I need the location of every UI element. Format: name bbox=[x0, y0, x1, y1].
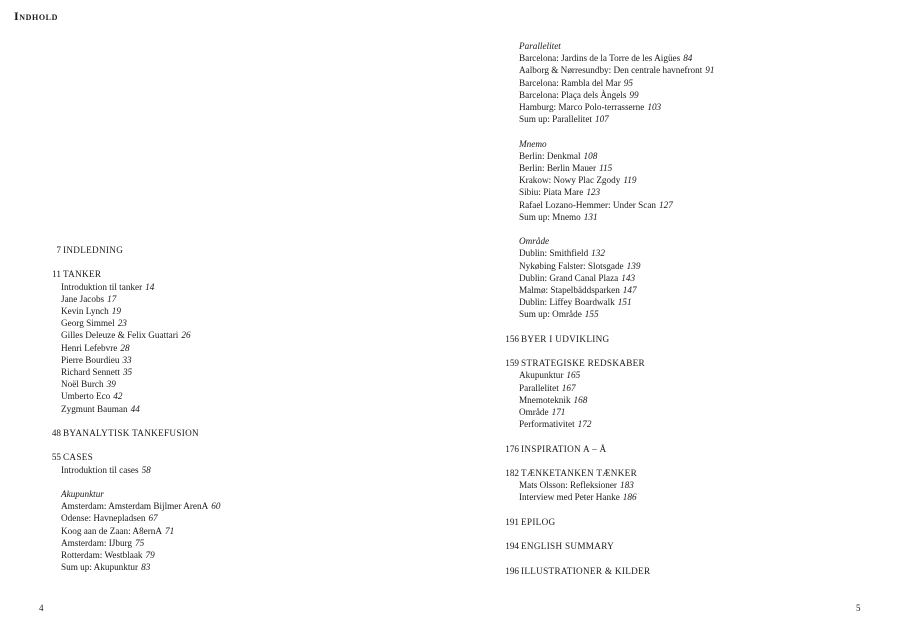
toc-item-page: 139 bbox=[626, 260, 641, 271]
section-title: ENGLISH SUMMARY bbox=[521, 541, 615, 552]
toc-item-page: 147 bbox=[622, 285, 637, 296]
toc-item-page: 58 bbox=[141, 464, 151, 475]
toc-item-page: 143 bbox=[621, 272, 636, 283]
toc-item-page: 14 bbox=[145, 281, 155, 292]
toc-item-title: Henri Lefebvre bbox=[61, 342, 118, 353]
toc-column-right bbox=[488, 40, 888, 589]
toc-item-page: 19 bbox=[111, 306, 121, 316]
toc-item-title: Amsterdam: IJburg bbox=[61, 537, 133, 548]
toc-item-page: 71 bbox=[165, 525, 175, 536]
toc-section-entry bbox=[488, 333, 888, 345]
toc-item-title: Richard Sennett bbox=[61, 367, 120, 378]
toc-item-title: Interview med Peter Hanke bbox=[519, 492, 620, 503]
toc-item-title: Umberto Eco bbox=[61, 391, 111, 402]
group-heading: Akupunktur bbox=[61, 489, 104, 499]
toc-item-title: Performativitet bbox=[519, 419, 575, 430]
toc-item-title: Odense: Havnepladsen bbox=[61, 513, 146, 524]
toc-section bbox=[488, 357, 888, 430]
section-title: TÆNKETANKEN TÆNKER bbox=[521, 468, 638, 479]
toc-subentries bbox=[488, 479, 888, 503]
section-title: TANKER bbox=[63, 269, 102, 280]
toc-item-title: Introduktion til cases bbox=[61, 464, 139, 475]
toc-item bbox=[519, 89, 888, 101]
toc-item-title: Koog aan de Zaan: A8ernA bbox=[61, 525, 163, 536]
toc-group bbox=[519, 138, 888, 223]
toc-item bbox=[519, 113, 888, 125]
toc-item-title: Noël Burch bbox=[61, 379, 104, 390]
toc-item-title: Berlin: Berlin Mauer bbox=[519, 163, 597, 174]
toc-item-title: Sibiu: Piata Mare bbox=[519, 187, 584, 198]
section-page-number: 48 bbox=[51, 428, 61, 439]
toc-item bbox=[519, 308, 888, 320]
toc-item bbox=[61, 293, 430, 305]
toc-item bbox=[61, 329, 430, 341]
toc-item-title: Nykøbing Falster: Slotsgade bbox=[519, 260, 624, 271]
toc-item-title: Georg Simmel bbox=[61, 318, 115, 329]
toc-item-title: Mnemoteknik bbox=[519, 394, 571, 405]
toc-item bbox=[61, 305, 430, 317]
toc-item-page: 17 bbox=[107, 293, 117, 304]
toc-item-page: 84 bbox=[683, 53, 693, 64]
toc-item-page: 99 bbox=[629, 89, 639, 100]
toc-item-title: Gilles Deleuze & Felix Guattari bbox=[61, 330, 179, 341]
toc-item bbox=[61, 525, 430, 537]
toc-item-title: Barcelona: Rambla del Mar bbox=[519, 77, 621, 88]
toc-item bbox=[519, 284, 888, 296]
toc-group bbox=[519, 479, 888, 503]
toc-item-title: Amsterdam: Amsterdam Bijlmer ArenA bbox=[61, 501, 209, 512]
toc-item-page: 132 bbox=[591, 248, 605, 259]
toc-item-title: Barcelona: Plaça dels Àngels bbox=[519, 89, 627, 100]
toc-item bbox=[519, 211, 888, 223]
toc-item-page: 79 bbox=[145, 550, 155, 561]
page-title: Indhold bbox=[14, 9, 58, 23]
toc-section bbox=[488, 443, 888, 455]
toc-item-page: 42 bbox=[113, 391, 123, 402]
toc-item bbox=[61, 317, 430, 329]
toc-item-title: Sum up: Mnemo bbox=[519, 211, 581, 222]
toc-item-title: Dublin: Liffey Boardwalk bbox=[519, 297, 615, 308]
section-page-number: 55 bbox=[51, 452, 61, 463]
toc-item-title: Dublin: Grand Canal Plaza bbox=[519, 272, 619, 283]
toc-item bbox=[519, 382, 888, 394]
toc-item bbox=[61, 464, 430, 476]
toc-item-title: Rafael Lozano-Hemmer: Under Scan bbox=[519, 199, 656, 210]
toc-item bbox=[519, 174, 888, 186]
toc-item-page: 119 bbox=[623, 175, 637, 186]
toc-group bbox=[61, 464, 430, 476]
toc-item bbox=[61, 281, 430, 293]
toc-item-page: 115 bbox=[599, 163, 613, 174]
toc-item-page: 23 bbox=[117, 318, 127, 329]
toc-section bbox=[488, 467, 888, 504]
toc-item-page: 95 bbox=[623, 77, 633, 88]
toc-item bbox=[519, 150, 888, 162]
toc-item-page: 165 bbox=[566, 370, 581, 381]
toc-item bbox=[61, 403, 430, 415]
toc-section-entry bbox=[488, 467, 888, 479]
toc-section-entry bbox=[488, 565, 888, 577]
toc-item-page: 26 bbox=[181, 330, 191, 341]
group-heading: Område bbox=[519, 236, 550, 247]
toc-item-title: Parallelitet bbox=[519, 382, 559, 393]
toc-group bbox=[519, 40, 888, 125]
toc-group bbox=[61, 488, 430, 573]
toc-item bbox=[61, 390, 430, 402]
section-title: INDLEDNING bbox=[63, 245, 124, 255]
toc-item-title: Jane Jacobs bbox=[61, 293, 105, 304]
toc-item bbox=[519, 479, 888, 491]
toc-item-page: 60 bbox=[211, 501, 221, 512]
toc-item-title: Kevin Lynch bbox=[61, 306, 109, 316]
toc-subentries bbox=[30, 281, 430, 415]
toc-item-page: 91 bbox=[705, 65, 715, 76]
section-title: BYANALYTISK TANKEFUSION bbox=[63, 428, 199, 439]
toc-item bbox=[519, 296, 888, 308]
toc-section bbox=[488, 40, 888, 321]
section-title: CASES bbox=[63, 452, 94, 463]
toc-section-entry bbox=[488, 357, 888, 369]
toc-section-entry bbox=[30, 268, 430, 280]
toc-item-page: 75 bbox=[135, 537, 145, 548]
section-page-number: 182 bbox=[505, 468, 519, 479]
toc-item-page: 67 bbox=[148, 513, 158, 524]
group-heading: Mnemo bbox=[519, 138, 547, 149]
toc-item-title: Barcelona: Jardins de la Torre de les Aigües bbox=[519, 53, 681, 64]
toc-item-title: Aalborg & Nørresundby: Den centrale havnefront bbox=[519, 65, 703, 76]
section-page-number: 159 bbox=[505, 358, 519, 369]
toc-section bbox=[30, 268, 430, 414]
toc-item bbox=[519, 162, 888, 174]
toc-item-title: Introduktion til tanker bbox=[61, 281, 143, 292]
toc-item-page: 183 bbox=[620, 480, 634, 491]
toc-item-page: 39 bbox=[106, 379, 116, 390]
toc-section-entry bbox=[488, 516, 888, 528]
toc-section bbox=[488, 516, 888, 528]
toc-item bbox=[519, 406, 888, 418]
section-title: ILLUSTRATIONER & KILDER bbox=[521, 565, 651, 576]
toc-item-title: Rotterdam: Westblaak bbox=[61, 550, 143, 561]
toc-item-title: Dublin: Smithfield bbox=[519, 248, 589, 259]
toc-item-title: Malmø: Stapelbäddsparken bbox=[519, 285, 620, 296]
toc-item bbox=[519, 101, 888, 113]
toc-section-entry bbox=[488, 443, 888, 455]
toc-item bbox=[61, 342, 430, 354]
toc-item bbox=[519, 64, 888, 76]
toc-item bbox=[519, 418, 888, 430]
toc-item bbox=[519, 394, 888, 406]
toc-item-page: 107 bbox=[594, 114, 609, 125]
toc-section bbox=[30, 427, 430, 439]
page-number-left: 4 bbox=[39, 603, 44, 613]
toc-item-page: 103 bbox=[647, 102, 662, 113]
group-heading: Parallelitet bbox=[519, 41, 561, 51]
toc-item bbox=[61, 549, 430, 561]
toc-section-entry bbox=[30, 427, 430, 439]
section-title: BYER I UDVIKLING bbox=[521, 333, 610, 344]
toc-item bbox=[61, 512, 430, 524]
toc-item-page: 168 bbox=[573, 394, 588, 405]
toc-item-title: Zygmunt Bauman bbox=[61, 403, 128, 414]
toc-item-page: 35 bbox=[122, 367, 133, 378]
toc-section bbox=[30, 451, 430, 573]
toc-item-title: Sum up: Akupunktur bbox=[61, 562, 139, 573]
toc-item-title: Hamburg: Marco Polo-terrasserne bbox=[519, 102, 645, 113]
toc-section-entry bbox=[30, 244, 430, 256]
section-page-number: 176 bbox=[505, 443, 519, 454]
toc-item bbox=[519, 260, 888, 272]
toc-item-page: 167 bbox=[561, 382, 576, 393]
toc-section-entry bbox=[30, 451, 430, 463]
toc-item-title: Sum up: Parallelitet bbox=[519, 114, 592, 125]
toc-item-page: 171 bbox=[551, 407, 566, 418]
toc-item-title: Berlin: Denkmal bbox=[519, 150, 581, 161]
toc-item-page: 131 bbox=[583, 211, 598, 222]
toc-item-title: Pierre Bourdieu bbox=[61, 354, 120, 365]
toc-item bbox=[519, 247, 888, 259]
section-page-number: 11 bbox=[52, 269, 61, 280]
toc-subentries bbox=[488, 40, 888, 321]
toc-item bbox=[519, 186, 888, 198]
toc-item-title: Sum up: Område bbox=[519, 309, 582, 320]
toc-group bbox=[519, 369, 888, 430]
toc-item-title: Område bbox=[519, 407, 549, 418]
toc-group bbox=[61, 281, 430, 415]
toc-item-page: 33 bbox=[122, 354, 132, 365]
section-page-number: 191 bbox=[505, 516, 519, 527]
toc-item-page: 151 bbox=[617, 297, 632, 308]
toc-section bbox=[488, 333, 888, 345]
toc-column-left bbox=[30, 244, 430, 586]
toc-section bbox=[30, 244, 430, 256]
section-title: EPILOG bbox=[521, 516, 556, 527]
toc-item bbox=[519, 272, 888, 284]
toc-item-page: 155 bbox=[584, 309, 599, 320]
toc-subentries bbox=[30, 464, 430, 574]
toc-item bbox=[61, 366, 430, 378]
section-title: STRATEGISKE REDSKABER bbox=[521, 358, 645, 369]
toc-section bbox=[488, 540, 888, 552]
toc-item-page: 172 bbox=[577, 419, 592, 430]
section-title: INSPIRATION A – Å bbox=[521, 443, 607, 454]
toc-section bbox=[488, 565, 888, 577]
toc-item bbox=[519, 77, 888, 89]
toc-item-title: Mats Olsson: Refleksioner bbox=[519, 480, 617, 491]
toc-item-title: Akupunktur bbox=[519, 370, 564, 381]
toc-item-title: Krakow: Nowy Plac Zgody bbox=[519, 175, 621, 186]
toc-item-page: 44 bbox=[130, 403, 140, 414]
toc-item bbox=[519, 491, 888, 503]
toc-item-page: 83 bbox=[141, 562, 151, 573]
toc-item-page: 127 bbox=[659, 199, 673, 210]
toc-item bbox=[61, 561, 430, 573]
section-page-number: 7 bbox=[56, 245, 61, 255]
page-number-right: 5 bbox=[856, 603, 861, 613]
section-page-number: 196 bbox=[505, 565, 519, 576]
toc-item-page: 123 bbox=[586, 187, 601, 198]
toc-subentries bbox=[488, 369, 888, 430]
section-page-number: 156 bbox=[505, 333, 519, 344]
toc-item bbox=[61, 378, 430, 390]
toc-item-page: 186 bbox=[622, 492, 637, 503]
toc-item bbox=[61, 500, 430, 512]
toc-item bbox=[519, 369, 888, 381]
toc-item bbox=[519, 199, 888, 211]
toc-item bbox=[61, 354, 430, 366]
toc-item bbox=[61, 537, 430, 549]
section-page-number: 194 bbox=[505, 541, 519, 552]
toc-section-entry bbox=[488, 540, 888, 552]
toc-item-page: 28 bbox=[120, 342, 130, 353]
toc-item-page: 108 bbox=[583, 150, 598, 161]
toc-group bbox=[519, 235, 888, 320]
toc-item bbox=[519, 52, 888, 64]
